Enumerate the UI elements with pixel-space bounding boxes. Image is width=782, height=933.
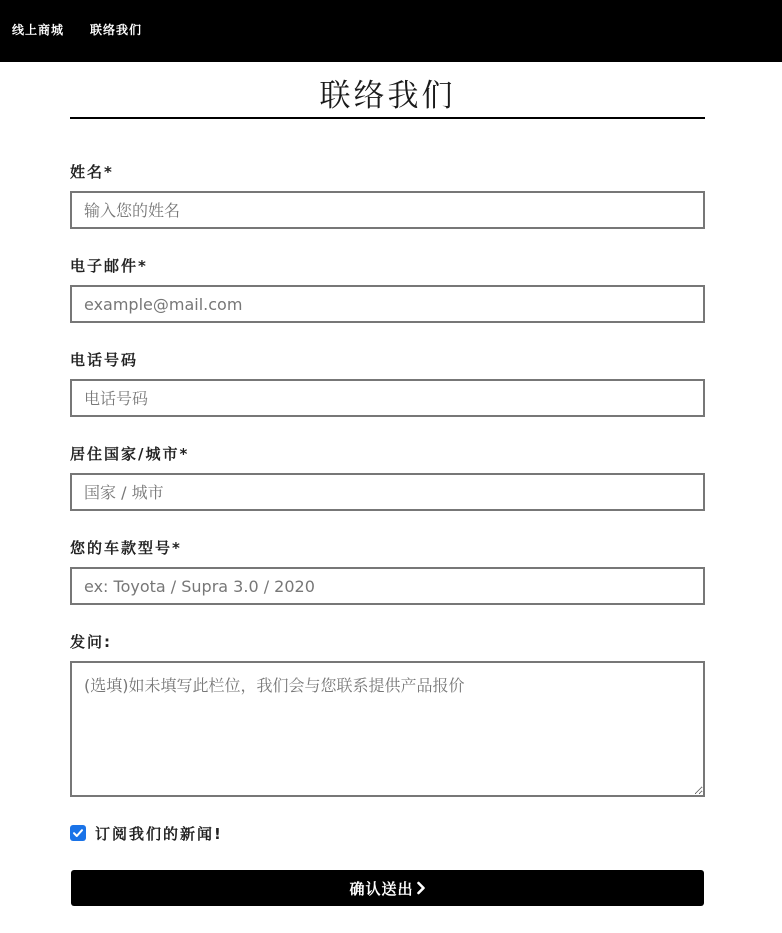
name-label: 姓名*: [70, 163, 114, 181]
title-divider: [70, 117, 705, 119]
question-label: 发问:: [70, 633, 112, 651]
chevron-right-icon: [416, 881, 426, 895]
name-input[interactable]: [70, 191, 705, 229]
newsletter-label: 订阅我们的新闻!: [95, 824, 223, 843]
checkmark-icon: [72, 827, 84, 839]
top-navigation: [0, 0, 782, 62]
phone-label: 电话号码: [70, 351, 139, 369]
email-input[interactable]: [70, 285, 705, 323]
phone-input[interactable]: [70, 379, 705, 417]
location-label: 居住国家/城市*: [70, 445, 190, 463]
newsletter-checkbox[interactable]: [70, 825, 86, 841]
car-model-input[interactable]: [70, 567, 705, 605]
nav-item-contact-us[interactable]: 联络我们: [90, 23, 143, 37]
nav-item-online-store[interactable]: 线上商城: [12, 23, 65, 37]
submit-button-label: 确认送出: [349, 879, 414, 898]
page-title: 联络我们: [319, 78, 456, 114]
location-input[interactable]: [70, 473, 705, 511]
question-textarea[interactable]: [70, 661, 705, 797]
email-label: 电子邮件*: [70, 257, 148, 275]
newsletter-option[interactable]: [70, 823, 223, 843]
car-model-label: 您的车款型号*: [70, 539, 182, 557]
submit-button[interactable]: [71, 870, 704, 906]
